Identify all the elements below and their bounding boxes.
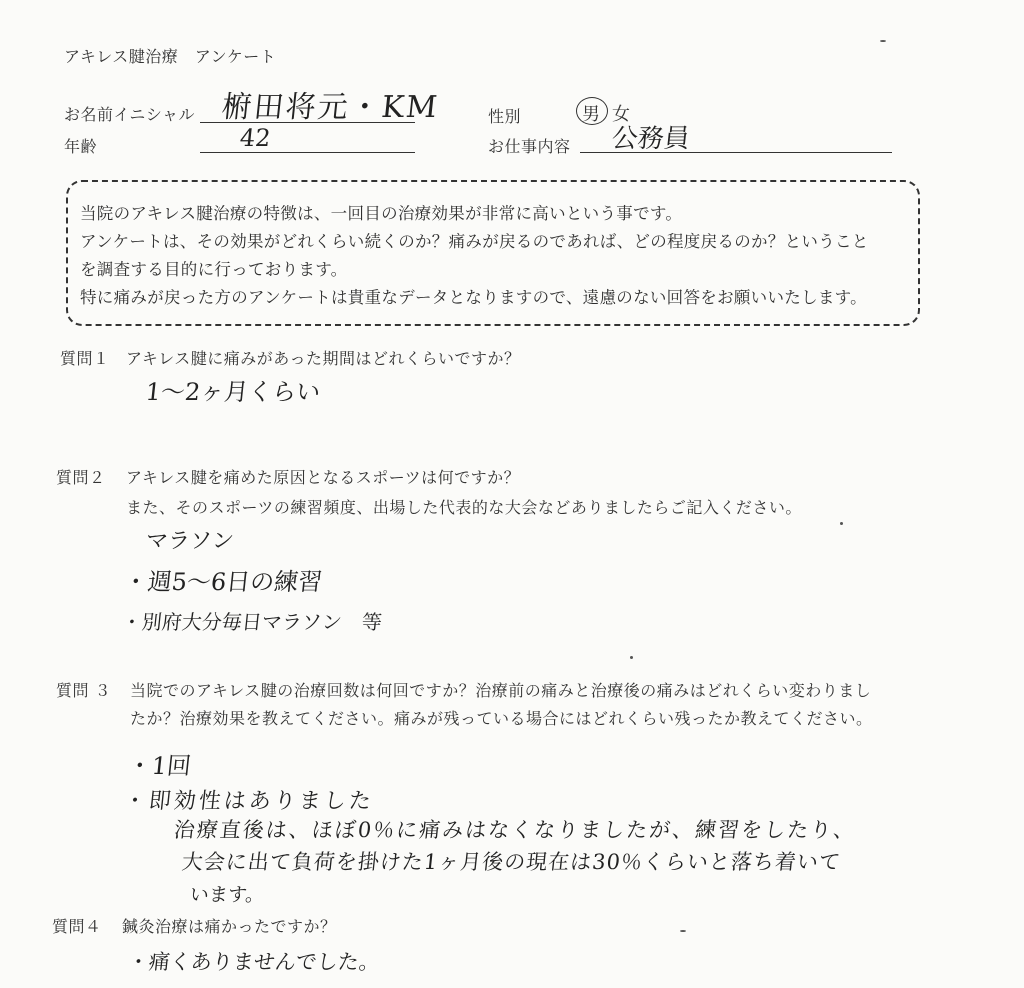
q2-label: 質問２	[56, 468, 106, 487]
q2-answer-3: ・別府大分毎日マラソン 等	[120, 610, 384, 634]
q3-answer-5: います。	[188, 884, 266, 906]
notice-box	[66, 180, 920, 326]
q4-answer: ・痛くありませんでした。	[126, 950, 382, 974]
q2-question-line-2: また、そのスポーツの練習頻度、出場した代表的な大会などありましたらご記入ください。	[126, 498, 802, 517]
notice-line-4: 特に痛みが戻った方のアンケートは貴重なデータとなりますので、遠慮のない回答をお願いいたします。	[80, 288, 867, 307]
age-underline	[200, 152, 415, 153]
q3-label: 質問 ３	[56, 681, 112, 700]
q3-answer-3: 治療直後は、ほぼ0％に痛みはなくなりましたが、練習をしたり、	[172, 818, 858, 842]
q3-answer-2: ・即効性はありました	[122, 789, 376, 814]
q3-answer-4: 大会に出て負荷を掛けた1ヶ月後の現在は30％くらいと落ち着いて	[180, 850, 843, 874]
survey-title: アキレス腱治療 アンケート	[64, 47, 277, 66]
notice-line-2: アンケートは、その効果がどれくらい続くのか？痛みが戻るのであれば、どの程度戻るのか？ということ	[80, 232, 869, 251]
scan-speck	[680, 930, 686, 932]
q3-answer-1: ・1回	[126, 752, 193, 780]
q2-question-line-1: アキレス腱を痛めた原因となるスポーツは何ですか？	[126, 468, 521, 487]
job-label: お仕事内容	[488, 137, 571, 156]
q4-label: 質問４	[52, 917, 102, 936]
q2-answer-2: ・週5～6日の練習	[122, 568, 324, 596]
notice-line-1: 当院のアキレス腱治療の特徴は、一回目の治療効果が非常に高いという事です。	[80, 204, 683, 223]
scan-speck	[630, 656, 633, 659]
job-value: 公務員	[610, 124, 692, 154]
age-label: 年齢	[64, 137, 98, 156]
q1-label: 質問１	[60, 349, 110, 368]
scan-speck	[840, 522, 843, 525]
scan-speck	[880, 40, 886, 42]
q1-answer: 1～2ヶ月くらい	[144, 378, 322, 406]
gender-male: 男	[582, 104, 601, 125]
gender-female: 女	[612, 104, 631, 125]
q2-answer-1: マラソン	[144, 529, 236, 554]
gender-label: 性別	[488, 107, 522, 126]
q1-question: アキレス腱に痛みがあった期間はどれくらいですか？	[126, 349, 521, 368]
q3-question-line-1: 当院でのアキレス腱の治療回数は何回ですか？治療前の痛みと治療後の痛みはどれくらい変わりまし	[130, 681, 872, 700]
name-value: 椨田将元・KM	[219, 90, 441, 125]
notice-line-3: を調査する目的に行っております。	[80, 260, 348, 279]
q4-question: 鍼灸治療は痛かったですか？	[122, 917, 337, 936]
q3-question-line-2: たか？治療効果を教えてください。痛みが残っている場合にはどれくらい残ったか教えてください。	[130, 709, 873, 728]
name-label: お名前イニシャル	[64, 105, 196, 124]
age-value: 42	[238, 124, 273, 152]
